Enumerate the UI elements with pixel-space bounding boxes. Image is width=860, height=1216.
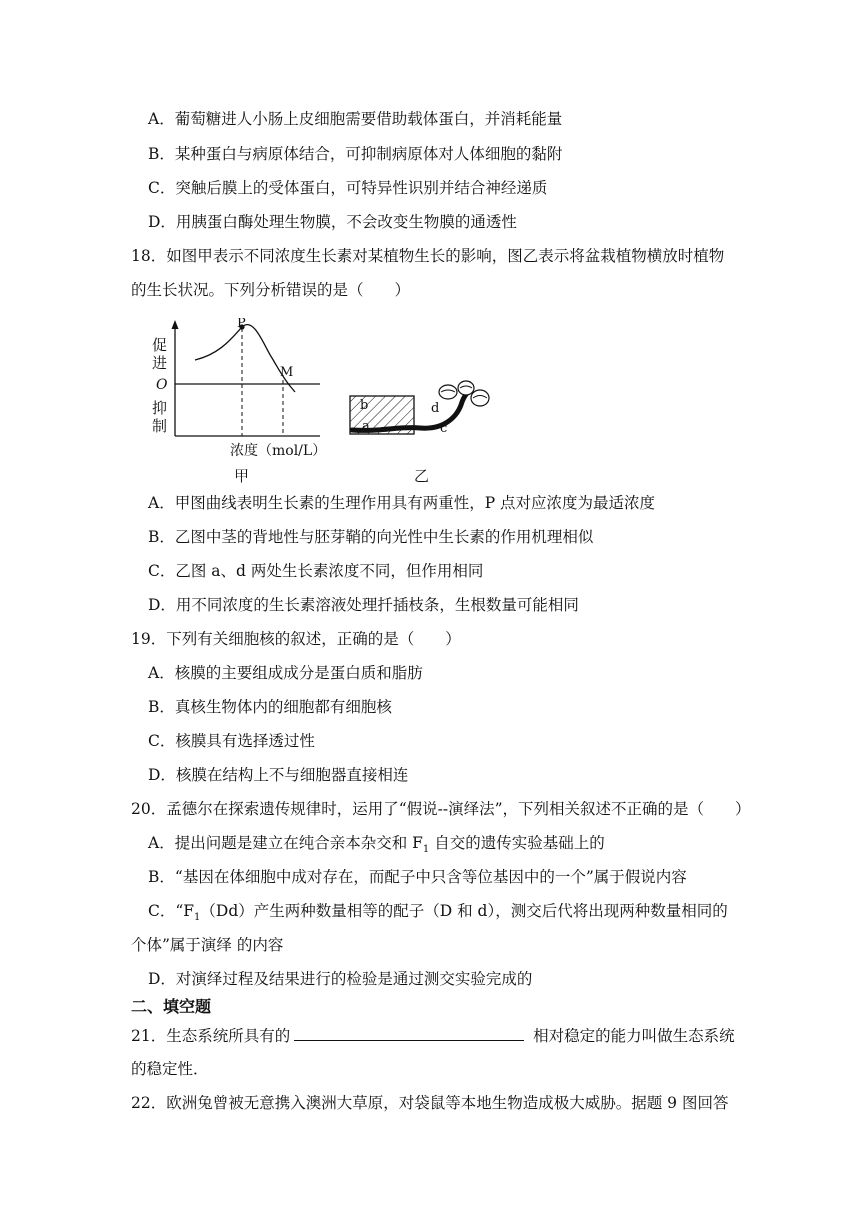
q20-stem: 20．孟德尔在探索遗传规律时，运用了“假说--演绎法”，下列相关叙述不正确的是（ ） [131,800,751,818]
figure-yi-plant [340,372,500,488]
q21-continuation: 的稳定性． [131,1060,209,1078]
figure-jia-graph [140,318,330,488]
q17-option-a: A．葡萄糖进人小肠上皮细胞需要借助载体蛋白，并消耗能量 [148,110,563,128]
f1-subscript: 1 [422,844,430,856]
q18-stem-line1: 18．如图甲表示不同浓度生长素对某植物生长的影响，图乙表示将盆栽植物横放时植物 [131,247,725,265]
figure-yi-caption: 乙 [414,467,430,485]
q19-option-b: B．真核生物体内的细胞都有细胞核 [148,698,392,716]
label-d: d [431,401,440,416]
q18-stem-line2: 的生长状况。下列分析错误的是（ ） [131,281,411,299]
x-axis-label: 浓度（mol/L） [230,443,327,459]
q19-option-d: D．核膜在结构上不与细胞器直接相连 [148,766,409,784]
q17-option-b: B．某种蛋白与病原体结合，可抑制病原体对人体细胞的黏附 [148,145,563,163]
q19-stem: 19．下列有关细胞核的叙述，正确的是（ ） [131,630,461,648]
q18-option-d: D．用不同浓度的生长素溶液处理扦插枝条，生根数量可能相同 [148,596,579,614]
q21-text-end: 相对稳定的能力叫做生态系统 [528,1027,735,1045]
q20-option-d: D．对演绎过程及结果进行的检验是通过测交实验完成的 [148,970,533,988]
y-label-promote-2: 进 [152,354,168,372]
label-b: b [360,398,369,413]
answer-blank[interactable] [294,1024,524,1041]
section-heading-fill-in: 二、填空题 [131,997,212,1016]
q18-option-c: C．乙图 a、d 两处生长素浓度不同，但作用相同 [148,562,484,580]
point-label-m: M [280,365,294,380]
y-label-inhibit-1: 抑 [152,399,168,417]
q20-option-c-text: C．“F [148,902,195,920]
q20-option-a-text: A．提出问题是建立在纯合亲本杂交和 F [148,834,423,852]
q21-stem [131,1024,735,1047]
peak-label-p: P [237,318,246,331]
f1-subscript: 1 [194,912,201,924]
q17-option-c: C．突触后膜上的受体蛋白，可特异性识别并结合神经递质 [148,179,548,197]
label-c: c [440,421,448,436]
q18-option-a: A．甲图曲线表明生长素的生理作用具有两重性，P 点对应浓度为最适浓度 [148,494,656,512]
y-label-promote-1: 促 [152,336,168,354]
q17-option-d: D．用胰蛋白酶处理生物膜，不会改变生物膜的通透性 [148,213,517,231]
q20-option-c-continuation: 个体”属于演绎 的内容 [131,936,284,954]
q19-option-a: A．核膜的主要组成成分是蛋白质和脂肪 [148,664,423,682]
q20-option-c-text-end: （Dd）产生两种数量相等的配子（D 和 d），测交后代将出现两种数量相同的 [200,902,728,920]
y-label-inhibit-2: 制 [152,417,168,435]
label-a: a [362,419,370,434]
origin-label: O [156,377,168,393]
q19-option-c: C．核膜具有选择透过性 [148,732,315,750]
figure-jia-caption: 甲 [234,467,250,485]
q20-option-c [148,900,728,929]
q21-text-start: 21．生态系统所具有的 [131,1027,291,1045]
q20-option-b: B．“基因在体细胞中成对存在，而配子中只含等位基因中的一个”属于假说内容 [148,868,687,886]
q20-option-a-text-end: 自交的遗传实验基础上的 [429,834,605,852]
q20-option-a [148,832,605,861]
q18-option-b: B．乙图中茎的背地性与胚芽鞘的向光性中生长素的作用机理相似 [148,528,594,546]
q22-stem: 22．欧洲兔曾被无意携入澳洲大草原，对袋鼠等本地生物造成极大威胁。据题 9 图回答 [131,1094,729,1112]
